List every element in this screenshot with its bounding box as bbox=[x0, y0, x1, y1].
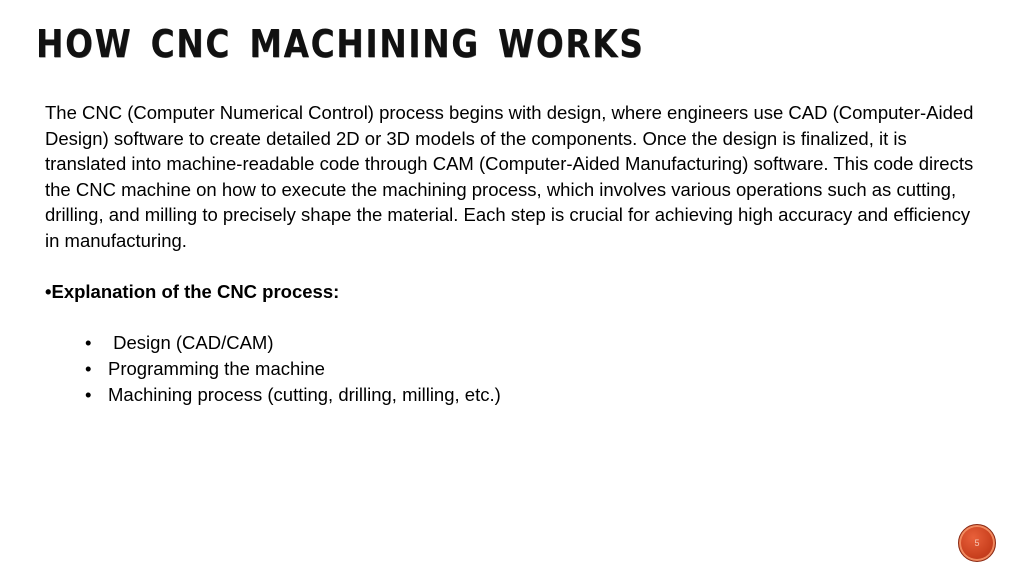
bullet-dot: • bbox=[85, 383, 92, 405]
list-item bbox=[85, 382, 985, 408]
list-item-label: Programming the machine bbox=[108, 357, 325, 379]
slide-title: HOW CNC MACHINING WORKS bbox=[36, 22, 645, 66]
spacer bbox=[45, 305, 985, 331]
list-item-label: Design (CAD/CAM) bbox=[108, 332, 274, 354]
list-item bbox=[85, 356, 985, 382]
heading-bullet: • bbox=[45, 281, 52, 303]
bullet-dot: • bbox=[85, 332, 92, 354]
page-number-badge bbox=[958, 524, 996, 562]
process-heading-text: Explanation of the CNC process: bbox=[51, 281, 340, 303]
list-item bbox=[85, 330, 985, 356]
intro-paragraph: The CNC (Computer Numerical Control) process begins with design, where engineers use CAD (Computer-Aided Design) software to create detailed 2D or 3D models of the components. Once the design is finalized, it is translated into machine-readable code through CAM (Computer-Aided Manufacturing) software. This code directs the CNC machine on how to execute the machining process, which involves various operations such as cutting, drilling, and milling to precisely shape the material. Each step is crucial for achieving high accuracy and efficiency in manufacturing. bbox=[45, 102, 974, 251]
process-steps-list bbox=[45, 330, 985, 407]
slide-body bbox=[45, 100, 985, 407]
bullet-dot: • bbox=[85, 357, 92, 379]
page-number: 5 bbox=[974, 538, 980, 548]
spacer bbox=[45, 254, 985, 280]
process-heading bbox=[45, 279, 985, 305]
list-item-label: Machining process (cutting, drilling, milling, etc.) bbox=[108, 383, 501, 405]
